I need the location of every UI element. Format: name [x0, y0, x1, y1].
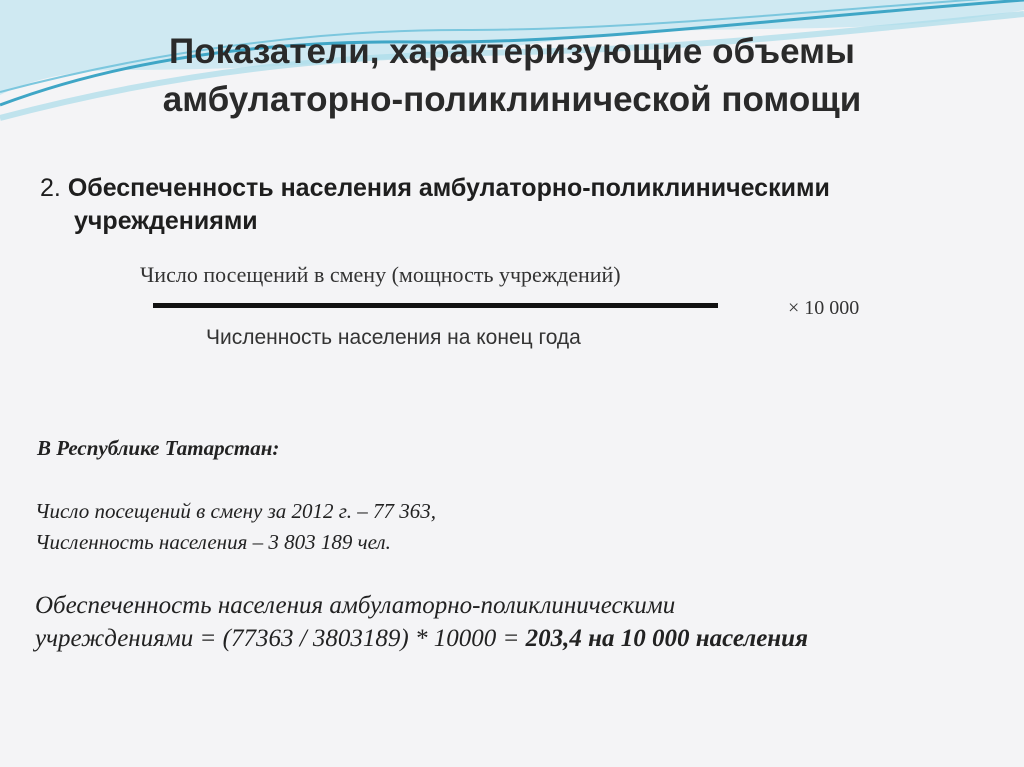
formula-fraction-bar	[153, 303, 718, 308]
region-heading: В Республике Татарстан:	[37, 436, 280, 460]
formula-numerator: Число посещений в смену (мощность учреждений)	[140, 262, 621, 287]
data-line-visits: Число посещений в смену за 2012 г. – 77 363,	[35, 499, 436, 523]
data-block	[35, 496, 735, 558]
result-formula: учреждениями = (77363 / 3803189) * 10000 =	[35, 625, 526, 652]
point-number: 2.	[40, 174, 61, 202]
title-line-1: Показатели, характеризующие объемы	[169, 32, 855, 71]
point-text-line-2: учреждениями	[74, 207, 258, 235]
title-line-2: амбулаторно-поликлинической помощи	[162, 80, 862, 119]
result-line-2	[35, 622, 995, 655]
result-value: 203,4 на 10 000 населения	[525, 625, 808, 652]
result-block	[35, 589, 995, 655]
formula-denominator: Численность населения на конец года	[206, 326, 581, 349]
point-item	[40, 172, 940, 238]
formula-multiplier: × 10 000	[788, 297, 860, 319]
data-line-population: Численность населения – 3 803 189 чел.	[35, 530, 391, 554]
slide-title	[0, 28, 1024, 124]
point-text-line-1: Обеспеченность населения амбулаторно-поликлиническими	[67, 174, 830, 202]
result-line-1: Обеспеченность населения амбулаторно-поликлиническими	[35, 592, 676, 619]
